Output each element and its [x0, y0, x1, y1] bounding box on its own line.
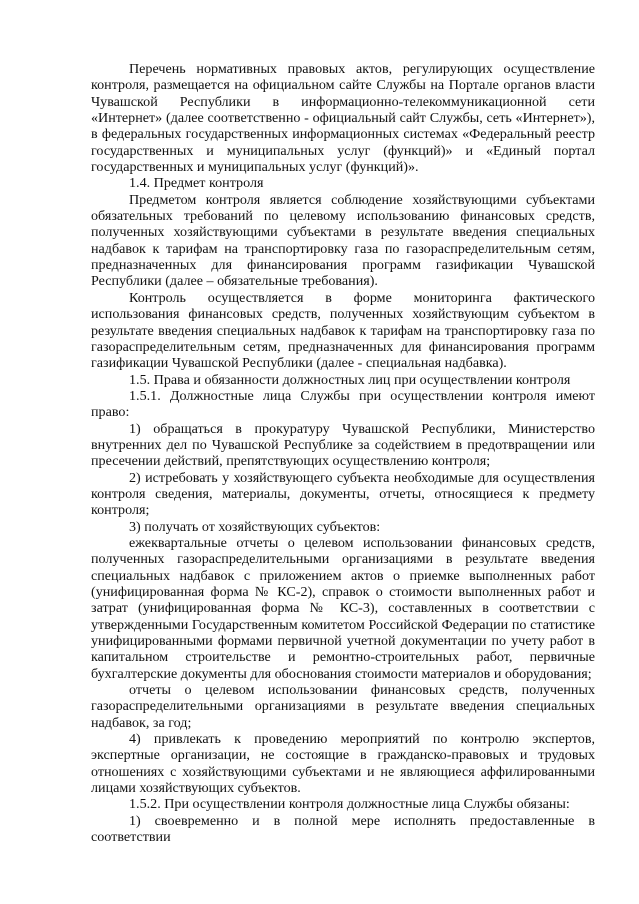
paragraph-obligations-intro: 1.5.2. При осуществлении контроля должностные лица Службы обязаны:	[129, 796, 570, 813]
section-heading-rights: 1.5. Права и обязанности должностных лиц при осуществлении контроля	[129, 371, 571, 388]
list-item-right-1: 1) обращаться в прокуратуру Чувашской Республики, Министерство внутренних дел по Чувашской Республике за содействием в предотвращении или пресечении действий, препятствующих осуществлению контроля;	[91, 420, 595, 470]
paragraph-form-of-control: Контроль осуществляется в форме мониторинга фактического использования финансовых средств, полученных хозяйствующим субъектом в результате введения специальных надбавок к тарифам на транспортировку газа по газораспределительным сетям, предназначенных для финансирования программ газификации Чувашской Республики (далее - специальная надбавка).	[91, 289, 595, 372]
section-heading-subject: 1.4. Предмет контроля	[129, 175, 264, 192]
paragraph-rights-intro: 1.5.1. Должностные лица Службы при осуществлении контроля имеют право:	[91, 387, 595, 421]
list-item-right-3: 3) получать от хозяйствующих субъектов:	[129, 518, 381, 535]
list-item-obligation-1: 1) своевременно и в полной мере исполнять предоставленные в соответствии	[91, 812, 595, 846]
paragraph-subject-of-control: Предметом контроля является соблюдение хозяйствующими субъектами обязательных требований по целевому использованию финансовых средств, полученных хозяйствующими субъектами в результате введения специальных надбавок к тарифам на транспортировку газа по газораспределительным сетям, предназначенных для финансирования программ газификации Чувашской Республики (далее – обязательные требования).	[91, 191, 595, 290]
paragraph-regulations-list: Перечень нормативных правовых актов, регулирующих осуществление контроля, размещается на официальном сайте Службы на Портале органов власти Чувашской Республики в информационно-телекоммуникационной сети «Интернет» (далее соответственно - официальный сайт Службы, сеть «Интернет»), в федеральных государственных информационных системах «Федеральный реестр государственных и муниципальных услуг (функций)» и «Единый портал государственных и муниципальных услуг (функций)».	[91, 61, 595, 176]
list-item-right-4: 4) привлекать к проведению мероприятий по контролю экспертов, экспертные организации, не состоящие в гражданско-правовых и трудовых отношениях с хозяйствующими субъектами и не являющиеся аффилированными лицами хозяйствующих субъектов.	[91, 731, 595, 797]
document-page	[91, 61, 595, 846]
list-item-right-2: 2) истребовать у хозяйствующего субъекта необходимые для осуществления контроля сведения, материалы, документы, отчеты, относящиеся к предмету контроля;	[91, 469, 595, 519]
paragraph-annual-reports: отчеты о целевом использовании финансовых средств, полученных газораспределительными организациями в результате введения специальных надбавок, за год;	[91, 682, 595, 731]
paragraph-quarterly-reports: ежеквартальные отчеты о целевом использовании финансовых средств, полученных газораспределительными организациями в результате введения специальных надбавок с приложением актов о приемке выполненных работ (унифицированная форма № КС-2), справок о стоимости выполненных работ и затрат (унифицированная форма № КС-3), составленных в соответствии с утвержденными Государственным комитетом Российской Федерации по статистике унифицированными формами первичной учетной документации по учету работ в капитальном строительстве и ремонтно-строительных работ, первичные бухгалтерские документы для обоснования стоимости материалов и оборудования;	[91, 534, 595, 682]
